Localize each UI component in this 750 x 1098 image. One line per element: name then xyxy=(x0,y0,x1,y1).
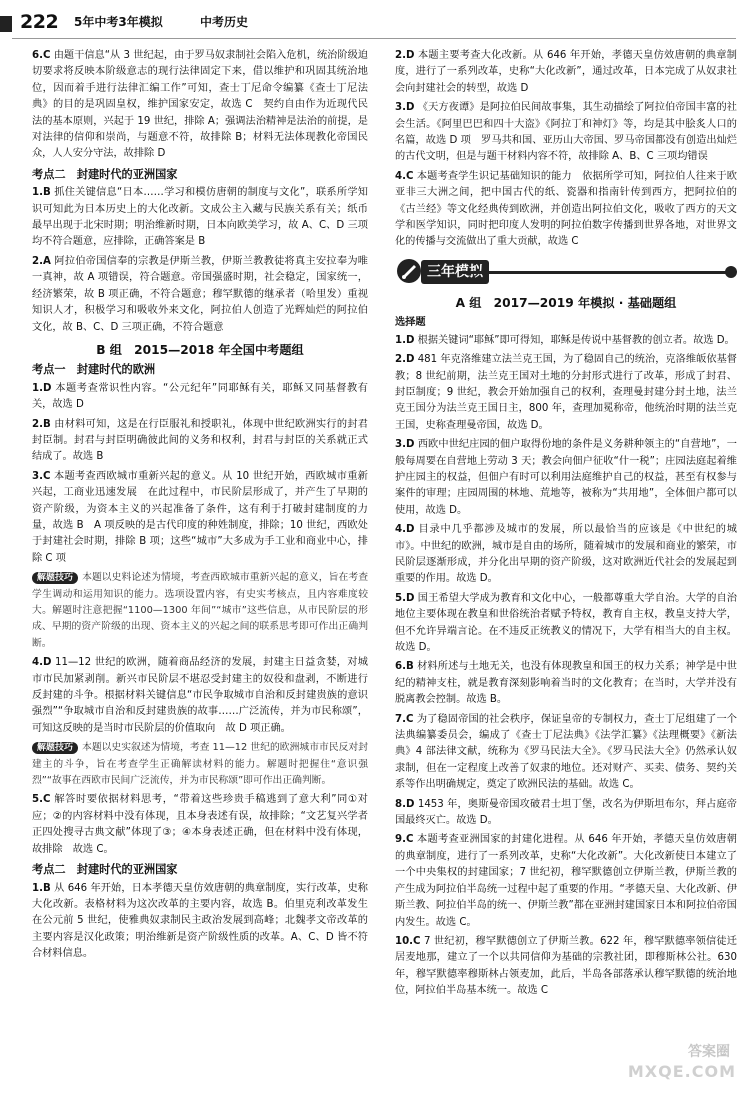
answer-number: 4.D xyxy=(395,524,415,536)
answer-text: 本题考查亚洲国家的封建化进程。从 646 年开始，孝德天皇仿效唐朝的典章制度，进行了一系列改革，史称“大化改新”。大化改新使日本建立了一个中央集权的封建国家；7 世纪初，穆罕默德创立伊斯兰教，伊斯兰教的产生成为阿拉伯半岛统一过程中起了重要的作用。“孝德天皇、大化改新、伊斯兰教、阿拉伯半岛的统一、伊斯兰教”都在亚洲封建国家日本和阿拉伯帝国内发生。故选 C。 xyxy=(395,834,737,928)
answer-item xyxy=(32,48,368,163)
tip-badge: 解题技巧 xyxy=(32,572,78,584)
answer-text: 解答时要依据材料思考，“带着这些珍贵手稿逃到了意大利”同①对应；②的内容材料中没有体现，且本身表述有误，故排除；“文艺复兴学者正四处搜寻古典文献”体现了③；④本身表述正确，但在材料中没有体现，故排除 故选 C。 xyxy=(32,794,368,855)
answer-text: 根据关键词“耶稣”即可得知，耶稣是传说中基督教的创立者。故选 D。 xyxy=(417,334,735,346)
answer-item xyxy=(32,655,368,737)
subject-title: 中考历史 xyxy=(200,15,249,29)
answer-item xyxy=(395,522,737,588)
answer-item xyxy=(32,254,368,336)
left-column xyxy=(32,48,368,966)
answer-text: 本题主要考查大化改新。从 646 年开始，孝德天皇仿效唐朝的典章制度，进行了一系列改革，史称“大化改新”，通过改革，日本完成了从奴隶社会向封建社会的转型，故选 D xyxy=(395,50,737,94)
banner-dot xyxy=(725,266,737,278)
section-heading: 考点二 封建时代的亚洲国家 xyxy=(32,167,178,181)
answer-item xyxy=(395,712,737,794)
group-heading: B 组 2015—2018 年全国中考题组 xyxy=(96,342,304,357)
answer-number: 1.D xyxy=(32,382,52,394)
answer-item xyxy=(395,48,737,97)
answer-text: 由材料可知，这是在行臣服礼和授职礼，体现中世纪欧洲实行的封君封臣制。封君与封臣明确彼此间的义务和权利，封君与封臣的关系就正式结成了。故选 B xyxy=(32,418,368,463)
watermark-url: MXQE.COM xyxy=(627,1062,736,1081)
answer-number: 3.D xyxy=(395,102,415,114)
answer-number: 9.C xyxy=(395,834,414,846)
answer-text: 481 年克洛维建立法兰克王国，为了稳固自己的统治，克洛维皈依基督教；8 世纪前期，法兰克王国对土地的分封形式进行了改革，形成了封君、封臣制度；9 世纪，教会开始加强自己的权利，查理曼封建分封土地，法兰克王国分为法兰克王国日主，800 年，查理加冕称帝，他统治时期的法兰克王国，史称查理曼帝国，故选 D。 xyxy=(395,354,737,431)
answer-number: 6.B xyxy=(395,661,414,673)
banner-label: 三年模拟 xyxy=(421,260,489,284)
answer-number: 5.C xyxy=(32,794,51,806)
tip-text: 本题以史实叙述为情境，考查 11—12 世纪的欧洲城市市民反对封建主的斗争，旨在考查学生正确解读材料的能力。解题时把握住“意识强烈”“故事在西欧市民间广泛流传，并为市民称颂”即可作出正确判断。 xyxy=(32,742,368,787)
answer-text: 阿拉伯帝国信奉的宗教是伊斯兰教，伊斯兰教教徒将真主安拉奉为唯一真神，故 A 项错误，符合题意。帝国强盛时期，社会稳定，国家统一，经济繁荣，故 B 项正确，不符合题意；穆罕默德的继承者（哈里发）重视知识人才，积极学习和吸收外来文化，阿拉伯人创造了光辉灿烂的阿拉伯文化，故 B、C、D 三项正确，不符合题意 xyxy=(32,255,368,333)
answer-text: 本题考查西欧城市重新兴起的意义。从 10 世纪开始，西欧城市重新兴起，工商业迅速发展 在此过程中，市民阶层形成了，并产生了早期的资产阶级，为资本主义的兴起准备了条件，这有利于打破封建制度的力量，故选 B A 项反映的是古代印度的种姓制度，排除；10 世纪，西欧处于封建社会时期，排除 B 项；这些“城市”大多成为手工业和商业中心，排除 C 项 xyxy=(32,470,368,564)
answer-item xyxy=(32,381,368,414)
answer-number: 10.C xyxy=(395,935,421,947)
answer-item xyxy=(395,333,737,349)
answer-text: 国王希望大学成为教育和文化中心，一般都尊重大学自治。大学的自治地位主要体现在教皇和世俗统治者赋予特权，教育自主权，教皇支持大学，但不允许异端言论。在不违反正统教义的情况下，大学有相当大的自主权。故选 D。 xyxy=(395,592,737,653)
answer-item xyxy=(395,832,737,930)
answer-item xyxy=(32,185,368,251)
answer-number: 2.B xyxy=(32,418,51,430)
answer-number: 7.C xyxy=(395,713,414,725)
section-heading: 考点二 封建时代的亚洲国家 xyxy=(32,863,178,877)
answer-text: 从 646 年开始，日本孝德天皇仿效唐朝的典章制度，实行改革，史称大化改新。表格材料为这次改革的主要内容，故选 B。伯里克利改革发生在公元前 5 世纪，使雅典奴隶制民主政治发展到高峰；北魏孝文帝改革的主要内容是汉化政策；明治维新是资产阶级性质的改革。A、C、D 皆不符合材料信息。 xyxy=(32,882,368,960)
answer-number: 4.D xyxy=(32,657,52,669)
answer-number: 2.A xyxy=(32,255,51,267)
group-heading: A 组 2017—2019 年模拟 · 基础题组 xyxy=(455,295,677,310)
answer-item xyxy=(32,792,368,858)
three-year-mock-banner xyxy=(395,257,737,287)
answer-text: 为了稳固帝国的社会秩序，保证皇帝的专制权力，查士丁尼组建了一个法典编纂委员会，编成了《查士丁尼法典》《法学汇纂》《法理概要》《新法典》4 部法律文献，统称为《罗马民法大全》。《罗马民法大全》仍然承认奴隶制，但在一定程度上改善了奴隶的地位。还对财产、买卖、债务、契约关系等作出明确规定，奠定了欧洲民法的基础。故选 C。 xyxy=(395,713,737,791)
answer-item xyxy=(32,469,368,567)
answer-text: 由题干信息“从 3 世纪起，由于罗马奴隶制社会陷入危机，统治阶级迫切要求将反映本阶级意志的现行法律固定下来，借以维护和巩固其统治地位，因而着手进行法律汇编工作”可知，查士丁尼命令编纂《查士丁尼法典》的目的是巩固皇权，维护国家安定，故选 C 契约自由作为近现代民法的基本原则，兴起于 19 世纪，排除 A；强调法治精神是法治的前提，是对法律的信仰和崇尚，与题意不符，故排除 B；材料无法体现教化帝国民众，人人安分守法，故排除 D xyxy=(32,50,368,160)
header-divider xyxy=(12,38,736,39)
answer-item xyxy=(395,659,737,708)
book-series-title: 5年中考3年模拟 xyxy=(74,15,163,29)
answer-number: 5.D xyxy=(395,592,415,604)
answer-number: 2.D xyxy=(395,50,415,61)
answer-number: 6.C xyxy=(32,50,51,61)
tip-badge: 解题技巧 xyxy=(32,742,78,754)
answer-item xyxy=(395,352,737,434)
answer-item xyxy=(395,591,737,657)
answer-item xyxy=(32,417,368,466)
page-number: 222 xyxy=(20,11,59,33)
answer-text: 目录中几乎都涉及城市的发展，所以最恰当的应该是《中世纪的城市》。中世纪的欧洲，城市是自由的场所，随着城市的发展和商业的繁荣，市民阶层逐渐形成，并分化出早期的资产阶级，这对欧洲近代社会的发展起到重要的作用。故选 D。 xyxy=(395,524,737,585)
solving-tip xyxy=(32,740,368,789)
answer-text: 11—12 世纪的欧洲，随着商品经济的发展，封建主日益贪婪，对城市市民加紧剥削。新兴市民阶层不堪忍受封建主的奴役和盘剥，不断进行反封建的斗争。根据材料关键信息“市民争取城市自治和反封建贵族的意识强烈”“争取城市自治和反封建贵族的故事……广泛流传，并为市民称颂”，可知这反映的是当时市民阶层的价值取向 故 D 项正确。 xyxy=(32,657,368,734)
site-watermark xyxy=(610,1044,736,1090)
answer-number: 4.C xyxy=(395,170,414,182)
answer-text: 1453 年，奥斯曼帝国攻破君士坦丁堡，改名为伊斯坦布尔，拜占庭帝国最终灭亡。故选 D。 xyxy=(395,798,737,827)
ink-brush-icon xyxy=(395,257,423,285)
corner-bar xyxy=(0,16,12,32)
answer-number: 3.C xyxy=(32,470,51,482)
answer-item xyxy=(395,797,737,830)
answer-item xyxy=(395,437,737,519)
answer-number: 3.D xyxy=(395,439,415,451)
answer-text: 抓住关键信息“日本……学习和模仿唐朝的制度与文化”，联系所学知识可知此为日本历史上的大化改新。文成公主入藏与民族关系有关；纸币最早出现于北宋时期；明治维新时期，日本向欧美学习，故 A、C、D 三项均不符合题意，应排除，正确答案是 B xyxy=(32,187,368,248)
answer-text: 7 世纪初，穆罕默德创立了伊斯兰教。622 年，穆罕默德率领信徒迁居麦地那，建立了一个以共同信仰为基础的宗教社团，即穆斯林公社。630 年，穆罕默德率穆斯林占领麦加，此后，半岛各部落承认穆罕默德的统治地位，阿拉伯半岛基本统一。故选 C xyxy=(395,935,737,997)
answer-number: 1.B xyxy=(32,882,51,894)
answer-text: 西欧中世纪庄园的佃户取得份地的条件是义务耕种领主的“自营地”，一般每周要在自营地上劳动 3 天；教会向佃户征收“什一税”；庄园法庭起着维护庄园主的权益，但佃户有时可以利用法庭维护自己的权益，甚至有权参与案件的审理；庄园周围的林地、荒地等，被称为“共用地”，全体佃户都可以使用，故选 D。 xyxy=(395,439,737,516)
answer-item xyxy=(395,100,737,166)
answer-item xyxy=(32,881,368,963)
section-heading: 考点一 封建时代的欧洲 xyxy=(32,363,156,377)
answer-item xyxy=(395,934,737,1000)
page-header xyxy=(0,0,750,34)
answer-item xyxy=(395,169,737,251)
answer-number: 1.B xyxy=(32,187,51,199)
answer-number: 2.D xyxy=(395,354,415,366)
answer-number: 8.D xyxy=(395,798,415,810)
answer-text: 《天方夜谭》是阿拉伯民间故事集，其生动描绘了阿拉伯帝国丰富的社会生活。《阿里巴巴和四十大盗》《阿拉丁和神灯》等，均是其中脍炙人口的名篇，故选 D 项 罗马共和国、亚历山大帝国、罗马帝国都没有创造出灿烂的古代文明，但是与题干材料内容不符，故排除 A、B、C 三项均错误 xyxy=(395,102,737,163)
tip-text: 本题以史料论述为情境，考查西欧城市重新兴起的意义，旨在考查学生调动和运用知识的能力。选项设置内容，有史实考核点，且内容难度较大。解题时注意把握“1100—1300 年间”“城市”这些信息，从市民阶层的形成、早期的资产阶级的出现、资本主义的兴起之间的联系思考即可作出正确判断。 xyxy=(32,572,368,649)
right-column xyxy=(395,48,737,1003)
solving-tip xyxy=(32,570,368,652)
banner-rule xyxy=(459,271,731,274)
answer-text: 本题考查常识性内容。“公元纪年”同耶稣有关，耶稣又同基督教有关，故选 D xyxy=(32,382,368,411)
question-type-label: 选择题 xyxy=(395,317,426,329)
answer-text: 材料所述与土地无关，也没有体现教皇和国王的权力关系；神学是中世纪的精神支柱，就是教育深刻影响着当时的文化教育；在当时，大学并没有脱离教会控制。故选 B。 xyxy=(395,661,737,706)
answer-text: 本题考查学生识记基础知识的能力 依据所学可知，阿拉伯人往来于欧亚非三大洲之间，把中国古代的纸、瓷器和指南针传到西方，把阿拉伯的《古兰经》等文化经典传到欧洲，并创造出阿拉伯文化，吸收了西方的天文学和医学知识，同时把印度人发明的阿拉伯数字传播到世界各地，对世界文化的传播与交流做出了重大贡献，故选 C xyxy=(395,170,737,248)
watermark-text: 答案圈 xyxy=(688,1044,730,1060)
answer-number: 1.D xyxy=(395,334,415,346)
